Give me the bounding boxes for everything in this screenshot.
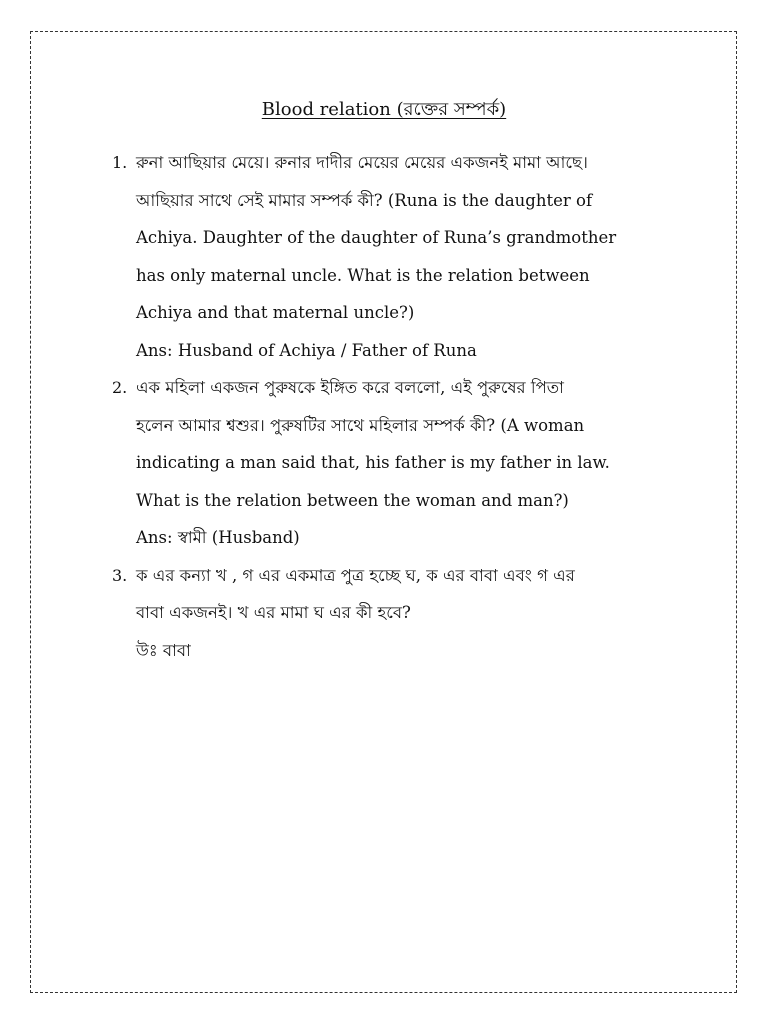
question-1 — [112, 144, 652, 369]
question-2 — [112, 369, 652, 557]
question-text-line: বাবা একজনই। খ এর মামা ঘ এর কী হবে? — [136, 603, 411, 622]
answer-line: Ans: স্বামী (Husband) — [136, 528, 300, 547]
question-text-line: ক এর কন্যা খ , গ এর একমাত্র পুত্র হচ্ছে ঘ, ক এর বাবা এবং গ এর — [136, 565, 575, 585]
question-text-line: indicating a man said that, his father is my father in law. — [136, 453, 610, 472]
question-text-line: Achiya and that maternal uncle?) — [136, 303, 415, 322]
page-title-text: Blood relation (রক্তের সম্পর্ক) — [261, 99, 507, 120]
question-3 — [112, 557, 652, 670]
answer-line: Ans: Husband of Achiya / Father of Runa — [136, 340, 477, 360]
answer-line: উঃ বাবা — [136, 640, 191, 660]
question-text-line: What is the relation between the woman and man?) — [136, 490, 569, 510]
question-text-line: এক মহিলা একজন পুরুষকে ইঙ্গিত করে বললো, এই পুরুষের পিতা — [136, 378, 564, 397]
question-number: 1. — [112, 153, 128, 172]
page-title — [0, 96, 768, 124]
question-text-line: রুনা আছিয়ার মেয়ে। রুনার দাদীর মেয়ের মেয়ের একজনই মামা আছে। — [136, 153, 588, 172]
question-list — [112, 144, 652, 669]
question-number: 2. — [112, 378, 128, 397]
question-text-line: Achiya. Daughter of the daughter of Runa’s grandmother — [136, 228, 617, 247]
question-number: 3. — [112, 565, 128, 585]
question-text-line: হলেন আমার শ্বশুর। পুরুষটির সাথে মহিলার সম্পর্ক কী? (A woman — [136, 415, 585, 435]
question-text-line: আছিয়ার সাথে সেই মামার সম্পর্ক কী? (Runa is the daughter of — [136, 190, 593, 210]
question-text-line: has only maternal uncle. What is the relation between — [136, 265, 590, 285]
